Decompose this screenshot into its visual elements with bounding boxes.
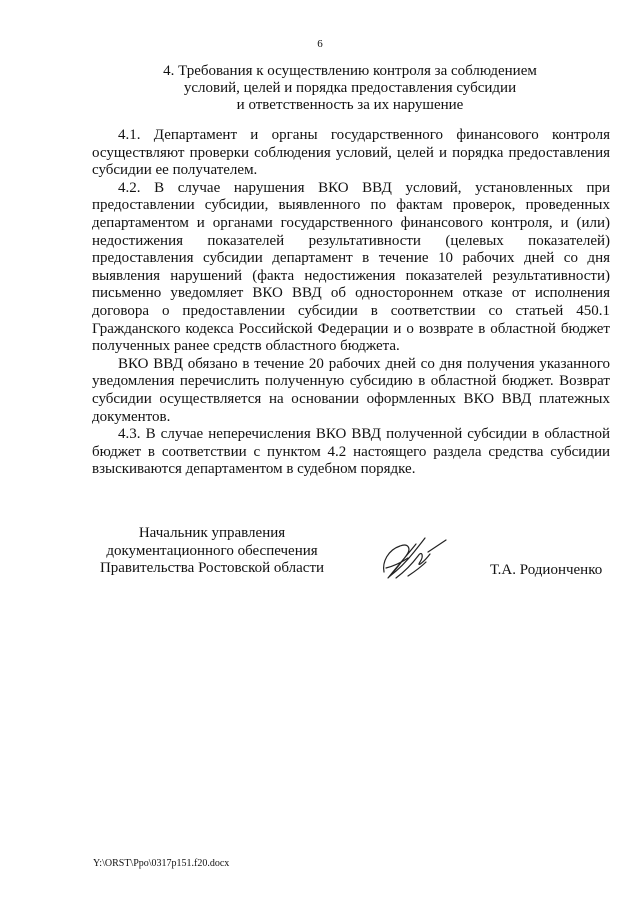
- section-title-line: условий, целей и порядка предоставления субсидии: [183, 80, 517, 96]
- handwritten-signature: [378, 532, 458, 587]
- paragraph-4-2: 4.2. В случае нарушения ВКО ВВД условий, установленных при предоставлении субсидии, выявленного по фактам проверок, проведенных департаментом и органами государственного финансового контроля, и (или) недостижения показателей результативности (целевых показателей) предоставления субсидии департамент в течение 10 рабочих дней со дня выявления нарушений (факта недостижения показателей результативности) письменно уведомляет ВКО ВВД об одностороннем отказе от исполнения договора о предоставлении субсидии в соответствии со статьей 450.1 Гражданского кодекса Российской Федерации и о возврате в областной бюджет полученных ранее средств областного бюджета.: [92, 179, 610, 355]
- signer-position-line: Начальник управления: [138, 525, 286, 541]
- file-path: Y:\ORST\Ppo\0317p151.f20.docx: [93, 858, 230, 869]
- section-title-line: 4. Требования к осуществлению контроля за соблюдением: [163, 63, 537, 79]
- section-title-line: и ответственность за их нарушение: [236, 97, 464, 113]
- page-number: 6: [317, 38, 323, 50]
- signer-position-line: Правительства Ростовской области: [99, 560, 325, 576]
- section-body: [92, 127, 610, 479]
- paragraph-4-2-continued: ВКО ВВД обязано в течение 20 рабочих дней со дня получения указанного уведомления перечислить полученную субсидию в областной бюджет. Возврат субсидии осуществляется на основании оформленных ВКО ВВД платежных документов.: [92, 355, 610, 425]
- signer-position: [92, 525, 332, 578]
- section-title: [60, 63, 640, 114]
- signer-position-line: документационного обеспечения: [106, 542, 318, 559]
- signer-name: Т.А. Родионченко: [490, 562, 603, 578]
- paragraph-4-3: 4.3. В случае неперечисления ВКО ВВД полученной субсидии в областной бюджет в соответствии с пунктом 4.2 настоящего раздела средства субсидии взыскиваются департаментом в судебном порядке.: [92, 426, 610, 478]
- paragraph-4-1: 4.1. Департамент и органы государственного финансового контроля осуществляют проверки соблюдения условий, целей и порядка предоставления субсидии ее получателем.: [92, 127, 610, 179]
